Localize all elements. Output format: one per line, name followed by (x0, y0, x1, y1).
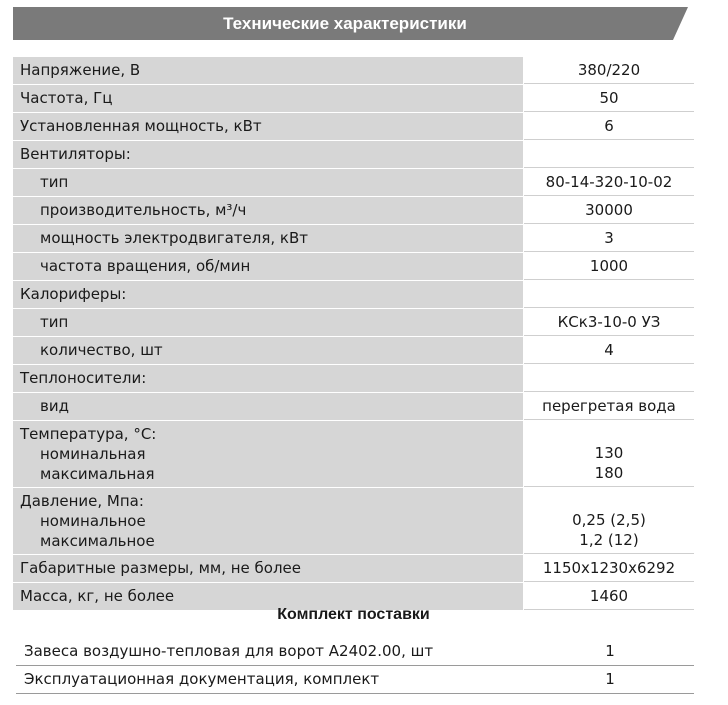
spec-value-maximum: 1,2 (12) (579, 531, 639, 549)
spec-value: 1000 (524, 253, 694, 280)
spec-value (524, 141, 694, 168)
spec-label (13, 488, 524, 554)
spec-row-pressure (13, 488, 694, 555)
spec-row-dimensions (13, 555, 694, 583)
spec-label: мощность электродвигателя, кВт (13, 225, 524, 252)
spec-label: тип (13, 169, 524, 196)
spec-row-frequency (13, 85, 694, 113)
spec-row-motor-power (13, 225, 694, 253)
spec-label (13, 421, 524, 487)
spec-value: 380/220 (524, 57, 694, 84)
kit-label: Эксплуатационная документация, комплект (24, 670, 380, 688)
spec-label: частота вращения, об/мин (13, 253, 524, 280)
spec-row-heaters-heading (13, 281, 694, 309)
spec-label-maximum: максимальное (40, 532, 155, 550)
spec-value (524, 365, 694, 392)
spec-value: КСк3-10-0 УЗ (524, 309, 694, 336)
spec-label-nominal: номинальное (40, 512, 146, 530)
spec-label: вид (13, 393, 524, 420)
spec-value (524, 421, 694, 487)
spec-value (524, 281, 694, 308)
spec-row-rotation-speed (13, 253, 694, 281)
spec-label-main: Давление, Мпа: (20, 492, 144, 510)
kit-value: 1 (605, 670, 615, 688)
kit-row-curtain (16, 638, 694, 666)
spec-label-maximum: максимальная (40, 465, 155, 483)
spec-label: Габаритные размеры, мм, не более (13, 555, 524, 582)
spec-table (13, 57, 694, 611)
spec-value-nominal: 130 (594, 444, 624, 462)
spec-row-heater-count (13, 337, 694, 365)
spec-label: Частота, Гц (13, 85, 524, 112)
spec-row-temperature (13, 421, 694, 488)
spec-value: перегретая вода (524, 393, 694, 420)
spec-row-fan-type (13, 169, 694, 197)
spec-row-fan-capacity (13, 197, 694, 225)
spec-label: Масса, кг, не более (13, 583, 524, 610)
spec-row-voltage (13, 57, 694, 85)
spec-value: 30000 (524, 197, 694, 224)
spec-value: 1460 (524, 583, 694, 610)
kit-value: 1 (605, 642, 615, 660)
spec-label-nominal: номинальная (40, 445, 146, 463)
kit-label: Завеса воздушно-тепловая для ворот А2402.00, шт (24, 642, 434, 660)
spec-label: Вентиляторы: (13, 141, 524, 168)
kit-title: Комплект поставки (277, 606, 430, 623)
spec-label: Теплоносители: (13, 365, 524, 392)
spec-value (524, 488, 694, 554)
spec-value: 4 (524, 337, 694, 364)
spec-value: 6 (524, 113, 694, 140)
kit-table (16, 638, 694, 694)
header-title: Технические характеристики (223, 14, 467, 33)
spec-row-power (13, 113, 694, 141)
spec-label: Калориферы: (13, 281, 524, 308)
spec-label-main: Температура, °С: (20, 425, 157, 443)
spec-row-heater-type (13, 309, 694, 337)
spec-value: 3 (524, 225, 694, 252)
spec-value: 50 (524, 85, 694, 112)
spec-value: 80-14-320-10-02 (524, 169, 694, 196)
section-header (13, 7, 688, 40)
spec-label: Установленная мощность, кВт (13, 113, 524, 140)
spec-label: тип (13, 309, 524, 336)
spec-label: производительность, м³/ч (13, 197, 524, 224)
spec-value-nominal: 0,25 (2,5) (572, 511, 646, 529)
spec-value-maximum: 180 (594, 464, 624, 482)
spec-label: Напряжение, В (13, 57, 524, 84)
spec-row-coolants-heading (13, 365, 694, 393)
spec-value: 1150x1230x6292 (524, 555, 694, 582)
spec-label: количество, шт (13, 337, 524, 364)
kit-row-documentation (16, 666, 694, 694)
spec-row-fans-heading (13, 141, 694, 169)
spec-row-coolant-kind (13, 393, 694, 421)
